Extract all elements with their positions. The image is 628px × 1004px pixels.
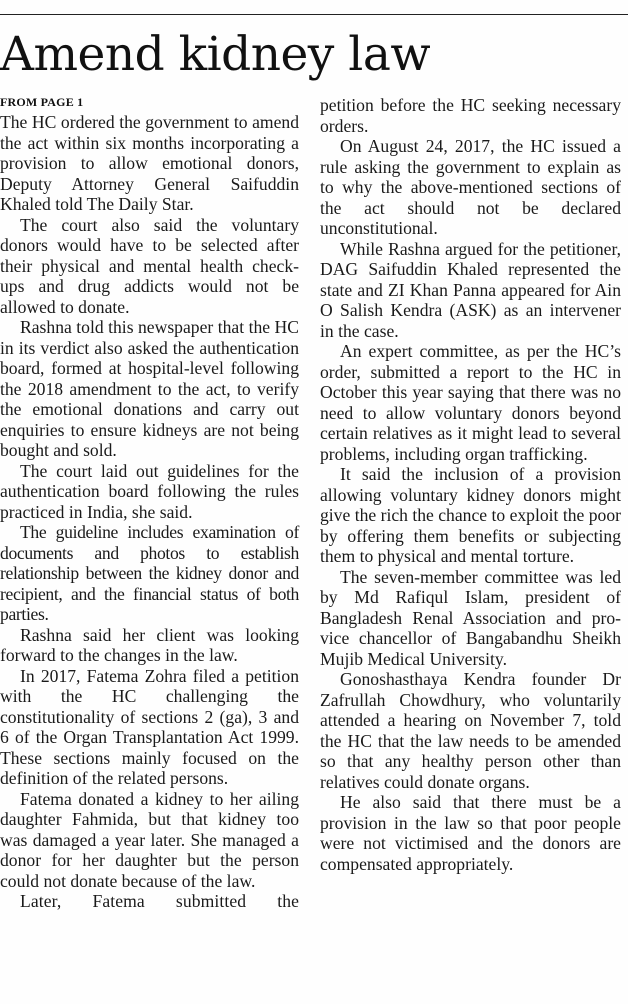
article-column-left [0, 92, 299, 912]
paragraph: Rashna said her client was looking forward to the changes in the law. [0, 624, 299, 665]
top-rule [0, 14, 628, 15]
paragraph: Gonoshasthaya Kendra founder Dr Zafrullah Chowdhury, who voluntarily attended a hearing on November 7, told the HC that the law needs to be amended so that any healthy person other than relatives could donate organs. [320, 669, 621, 792]
paragraph-continued: Later, Fatema submitted the [20, 891, 299, 911]
paragraph: While Rashna argued for the petitioner, DAG Saifuddin Khaled represented the state and ZI Khan Panna appeared for Ain O Salish Kendra (ASK) as an intervener in the case. [320, 238, 621, 341]
article-column-right [320, 95, 621, 874]
paragraph: It said the inclusion of a provision allowing voluntary kidney donors might give the rich the chance to exploit the poor by offering them benefits or subjecting them to physical and mental torture. [320, 464, 621, 566]
paragraph: On August 24, 2017, the HC issued a rule asking the government to explain as to why the above-mentioned sections of the act should not be declared unconstitutional. [320, 136, 621, 238]
paragraph-continuation: petition before the HC seeking necessary orders. [320, 95, 621, 136]
paragraph: The HC ordered the government to amend the act within six months incorporating a provision to allow emotional donors, Deputy Attorney General Saifuddin Khaled told The Daily Star. [0, 112, 299, 214]
paragraph: The seven-member committee was led by Md Rafiqul Islam, president of Bangladesh Renal Association and pro-vice chancellor of Bangabandhu Sheikh Mujib Medical University. [320, 566, 621, 669]
paragraph: Rashna told this newspaper that the HC in its verdict also asked the authentication board, formed at hospital-level following the 2018 amendment to the act, to verify the emotional donations and carry out enquiries to ensure kidneys are not being bought and sold. [0, 317, 299, 460]
paragraph: An expert committee, as per the HC’s order, submitted a report to the HC in October this year saying that there was no need to allow voluntary donors beyond certain relatives as it might lead to several problems, including organ trafficking. [320, 341, 621, 464]
paragraph: Fatema donated a kidney to her ailing daughter Fahmida, but that kidney too was damaged a year later. She managed a donor for her daughter but the person could not donate because of the law. [0, 788, 299, 891]
paragraph: In 2017, Fatema Zohra filed a petition with the HC challenging the constitutionality of sections 2 (ga), 3 and 6 of the Organ Transplantation Act 1999. These sections mainly focused on the definition of the related persons. [0, 665, 299, 788]
headline: Amend kidney law [0, 27, 431, 82]
dateline: FROM PAGE 1 [0, 95, 84, 109]
paragraph: The court also said the voluntary donors would have to be selected after their physical and mental health check-ups and drug addicts would not be allowed to donate. [0, 214, 299, 317]
paragraph: The guideline includes examination of documents and photos to establish relationship between the kidney donor and recipient, and the financial status of both parties. [0, 522, 299, 624]
paragraph: He also said that there must be a provision in the law so that poor people were not victimised and the donors are compensated appropriately. [320, 792, 621, 874]
paragraph: The court laid out guidelines for the authentication board following the rules practiced in India, she said. [0, 460, 299, 522]
